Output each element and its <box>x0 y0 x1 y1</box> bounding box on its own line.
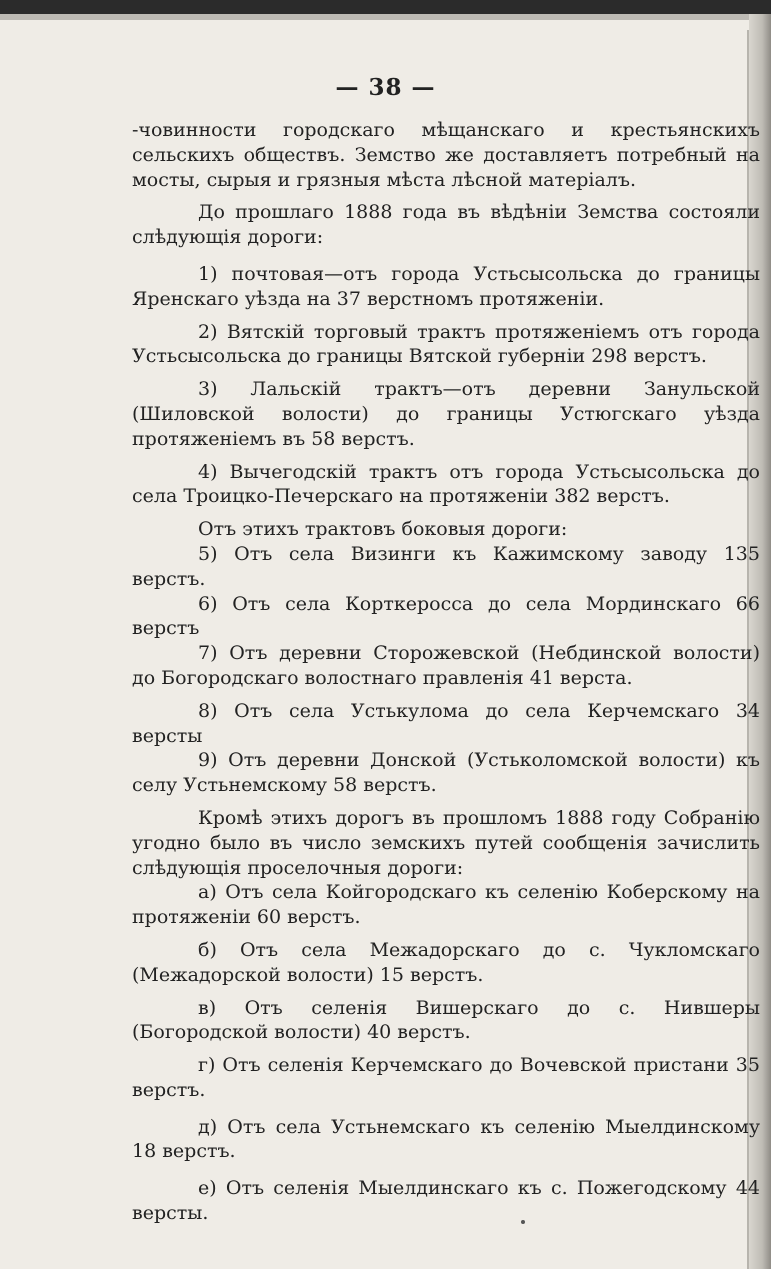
list-item: б) Отъ села Межадорскаго до с. Чукломскаго (Межадорской волости) 15 верстъ. <box>132 938 760 986</box>
paragraph: Отъ этихъ трактовъ боковыя дороги: <box>198 518 568 541</box>
scan-top-border <box>0 0 771 14</box>
paragraph: -човинности городскаго мѣщанскаго и крестьянскихъ сельскихъ обществъ. Земство же доставляетъ потребный на мосты, сырыя и грязныя мѣста лѣсной матеріалъ. <box>132 119 760 191</box>
list-item: е) Отъ селенія Мыелдинскаго къ с. Пожегодскому 44 версты. <box>132 1177 760 1225</box>
list-item: д) Отъ села Устьнемскаго къ селенію Мыелдинскому 18 верстъ. <box>132 1115 760 1163</box>
paragraph: Кромѣ этихъ дорогъ въ прошломъ 1888 году Собранію угодно было въ число земскихъ путей сообщенія зачислить слѣдующія проселочныя дороги: <box>132 806 760 879</box>
list-item: 4) Вычегодскій трактъ отъ города Устьсысольска до села Троицко-Печерскаго на протяженіи 382 верстъ. <box>132 460 760 508</box>
scan-top-shadow <box>0 14 771 20</box>
list-item: 3) Лальскій трактъ—отъ деревни Занульской (Шиловской волости) до границы Устюгскаго уѣзда протяженіемъ въ 58 верстъ. <box>132 378 760 450</box>
list-item: 5) Отъ села Визинги къ Кажимскому заводу 135 верстъ. <box>132 542 760 590</box>
list-item: 7) Отъ деревни Сторожевской (Небдинской волости) до Богородскаго волостнаго правленія 41 верста. <box>132 642 760 689</box>
paragraph: До прошлаго 1888 года въ вѣдѣніи Земства состояли слѣдующія дороги: <box>132 201 760 249</box>
list-item: 8) Отъ села Устькулома до села Керчемскаго 34 версты <box>132 699 760 747</box>
body-text <box>132 118 760 1226</box>
page-number: — 38 — <box>335 74 436 101</box>
ink-speck <box>521 1220 525 1224</box>
list-item: 9) Отъ деревни Донской (Устьколомской волости) къ селу Устьнемскому 58 верстъ. <box>132 749 760 797</box>
list-item: 6) Отъ села Корткеросса до села Мординскаго 66 верстъ <box>132 592 760 640</box>
list-item: г) Отъ селенія Керчемскаго до Вочевской пристани 35 верстъ. <box>132 1054 760 1101</box>
list-item: а) Отъ села Койгородскаго къ селенію Коберскому на протяженіи 60 верстъ. <box>132 881 760 929</box>
list-item: 1) почтовая—отъ города Устьсысольска до границы Яренскаго уѣзда на 37 верстномъ протяженіи. <box>132 262 760 310</box>
list-item: в) Отъ селенія Вишерскаго до с. Нившеры (Богородской волости) 40 верстъ. <box>132 996 760 1044</box>
list-item: 2) Вятскій торговый трактъ протяженіемъ отъ города Устьсысольска до границы Вятской губерніи 298 верстъ. <box>132 320 760 368</box>
